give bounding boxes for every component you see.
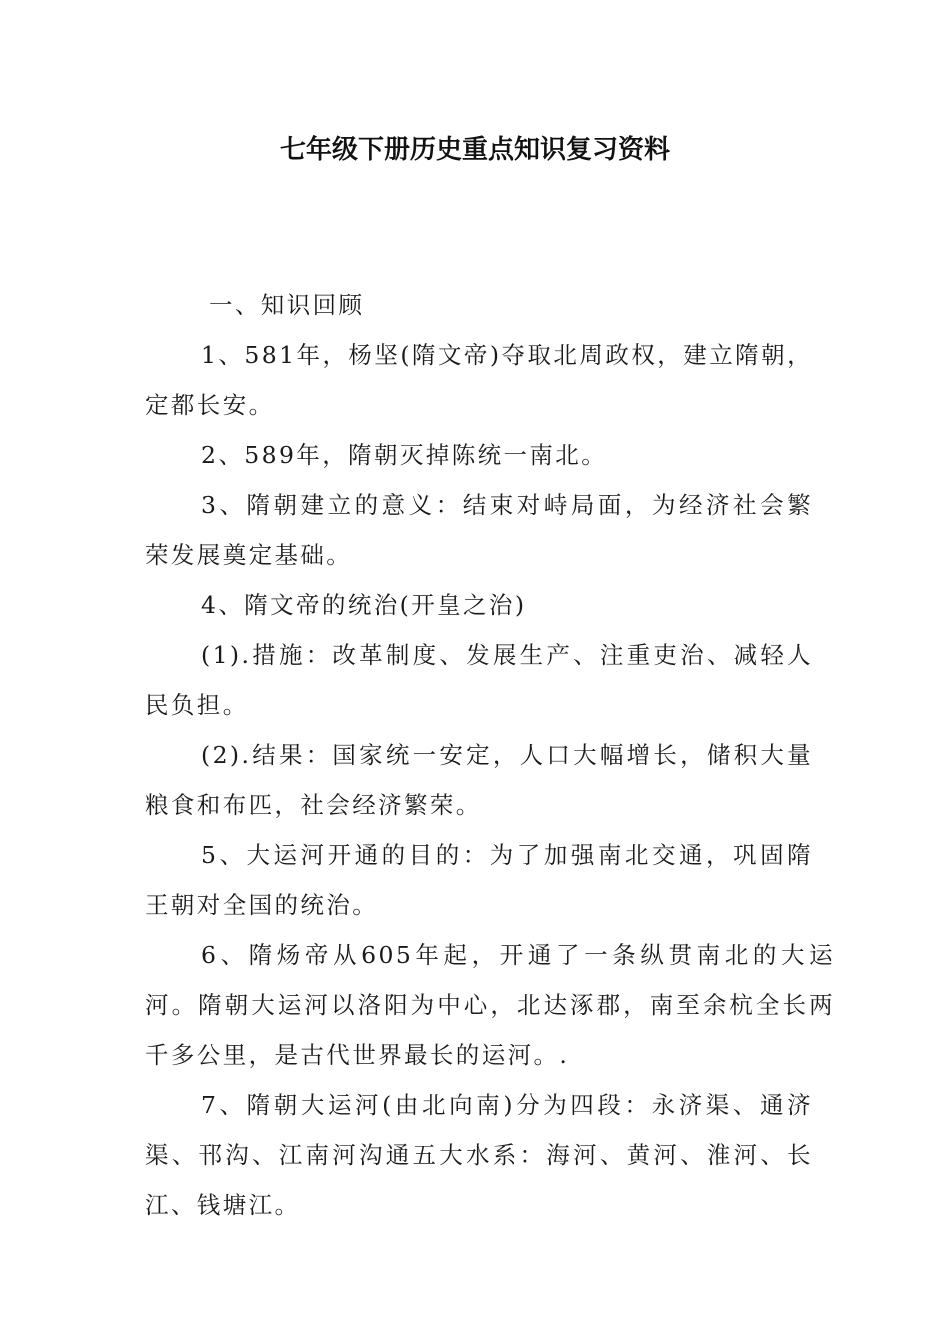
paragraph: 1、581年，杨坚(隋文帝)夺取北周政权，建立隋朝，定都长安。 — [145, 341, 813, 419]
paragraph: 3、隋朝建立的意义：结束对峙局面，为经济社会繁荣发展奠定基础。 — [145, 491, 813, 569]
paragraph: 4、隋文帝的统治(开皇之治) — [201, 591, 527, 619]
document-body — [145, 280, 835, 1230]
paragraph: 5、大运河开通的目的：为了加强南北交通，巩固隋王朝对全国的统治。 — [145, 841, 813, 919]
section-heading: 一、知识回顾 — [209, 291, 365, 319]
paragraph: 7、隋朝大运河(由北向南)分为四段：永济渠、通济渠、邗沟、江南河沟通五大水系：海河、黄河、淮河、长江、钱塘江。 — [145, 1091, 813, 1219]
paragraph: 2、589年，隋朝灭掉陈统一南北。 — [201, 441, 608, 469]
paragraph: (1).措施：改革制度、发展生产、注重吏治、减轻人民负担。 — [145, 641, 813, 719]
paragraph: 6、隋炀帝从605年起，开通了一条纵贯南北的大运河。隋朝大运河以洛阳为中心，北达涿郡，南至余杭全长两千多公里，是古代世界最长的运河。. — [145, 941, 835, 1069]
paragraph: (2).结果：国家统一安定，人口大幅增长，储积大量粮食和布匹，社会经济繁荣。 — [145, 741, 813, 819]
document-title: 七年级下册历史重点知识复习资料 — [279, 135, 670, 165]
